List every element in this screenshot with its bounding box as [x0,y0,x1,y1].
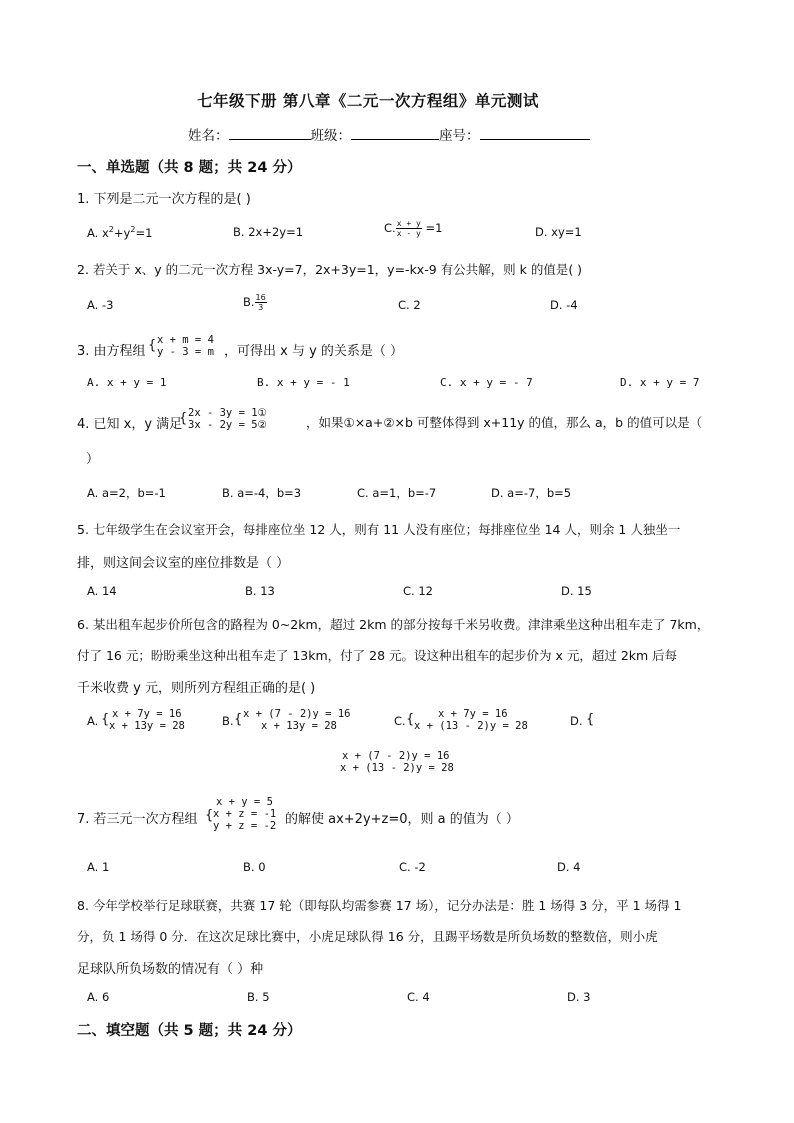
brace: { [205,808,214,823]
question-5-option-a: A. 14 [87,584,117,598]
question-5-option-b: B. 13 [245,584,275,598]
question-5-option-c: C. 12 [403,584,433,598]
brace: { [101,712,110,727]
question-6-option-c-system: x + 7y = 16 x + (13 - 2)y = 28 [414,708,528,732]
question-5-stem-line-1: 5. 七年级学生在会议室开会，每排座位坐 12 人，则有 11 人没有座位；每排座位坐 14 人，则余 1 人独坐一 [77,522,681,537]
fraction: $\frac{x + y}{x - y}$ [396,219,421,238]
page-title: 七年级下册 第八章《二元一次方程组》单元测试 [197,92,539,110]
question-7-stem-prefix: 7. 若三元一次方程组 [77,812,198,827]
question-4-option-a: A. a=2，b=-1 [87,486,166,500]
question-4-stem-suffix: ，如果①×a+②×b 可整体得到 x+11y 的值，那么 a，b 的值可以是（ [306,415,703,430]
question-3-stem-prefix: 3. 由方程组 [77,344,146,359]
question-2-stem: 2. 若关于 x、y 的二元一次方程 3x-y=7，2x+3y=1，y=-kx-9 有公共解，则 k 的值是( ) [77,262,583,277]
brace: { [179,411,188,426]
question-6-option-a-label: A. [87,714,99,728]
equation-system: x + m = 4 y - 3 = m [157,334,214,358]
question-8-option-d: D. 3 [567,990,591,1004]
question-6-stem-line-2: 付了 16 元；盼盼乘坐这种出租车走了 13km，付了 28 元。设这种出租车的起步价为 x 元，超过 2km 后每 [77,648,678,663]
question-3-option-d: D. x + y = 7 [620,376,700,389]
question-1-option-d: D. xy=1 [535,225,582,239]
equation-system: x + y = 5 x + z = -1 y + z = -2 [213,796,277,832]
question-3-stem-suffix: ，可得出 x 与 y 的关系是（ ） [224,344,404,359]
class-field[interactable] [351,125,439,140]
question-6-option-d-label: D. [570,714,583,728]
question-5-option-d: D. 15 [561,584,592,598]
name-label: 姓名： [188,128,229,144]
section-heading-fill-in: 二、填空题（共 5 题；共 24 分） [77,1023,302,1039]
question-8-option-a: A. 6 [87,990,110,1004]
question-8-stem-line-3: 足球队所负场数的情况有（ ）种 [77,962,264,977]
question-6-option-c-label: C. [394,714,406,728]
brace: { [586,712,595,727]
question-4-stem-tail: ） [86,452,100,467]
brace: { [148,338,157,353]
question-3-option-a: A. x + y = 1 [87,376,167,389]
question-2-option-a: A. -3 [87,298,114,312]
brace: { [406,712,415,727]
fraction: $\frac{16}{3}$ [255,293,266,312]
question-3-option-b: B. x + y = - 1 [257,376,350,389]
question-4-option-d: D. a=-7，b=5 [491,486,572,500]
question-6-option-b-system: x + (7 - 2)y = 16 x + 13y = 28 [243,708,351,732]
question-8-stem-line-2: 分，负 1 场得 0 分．在这次足球比赛中，小虎足球队得 16 分，且踢平场数是所负场数的整数倍，则小虎 [77,929,658,944]
question-5-stem-line-2: 排，则这间会议室的座位排数是（ ） [77,556,290,571]
question-2-option-d: D. -4 [550,298,578,312]
seat-field[interactable] [480,125,590,140]
question-4-option-b: B. a=-4，b=3 [222,486,302,500]
question-1-stem: 1. 下列是二元一次方程的是( ) [77,192,251,207]
question-7-option-d: D. 4 [557,860,581,874]
question-1-option-c: C. $\frac{x + y}{x - y}$ =1 [384,219,443,238]
seat-label: 座号： [439,128,480,144]
student-info-line [188,124,590,144]
brace: { [234,712,243,727]
question-1-option-b: B. 2x+2y=1 [233,225,304,239]
question-4-option-c: C. a=1，b=-7 [357,486,437,500]
question-6-option-b-label: B. [222,714,234,728]
question-1-option-a: A. $x^2+y^2=1$ [87,225,153,240]
question-3-option-c: C. x + y = - 7 [440,376,533,389]
question-7-option-b: B. 0 [243,860,266,874]
class-label: 班级： [310,128,351,144]
question-6-stem-line-1: 6. 某出租车起步价所包含的路程为 0~2km，超过 2km 的部分按每千米另收费。津津乘坐这种出租车走了 7km， [77,617,710,632]
question-2-option-b: B. $\frac{16}{3}$ [243,293,266,312]
equation-system: 2x - 3y = 1① 3x - 2y = 5② [188,407,267,431]
question-8-option-b: B. 5 [247,990,270,1004]
question-8-option-c: C. 4 [407,990,430,1004]
question-4-stem-prefix: 4. 已知 x，y 满足 [77,417,183,432]
question-6-stem-line-3: 千米收费 y 元，则所列方程组正确的是( ) [77,681,316,696]
question-6-option-d-system: x + (7 - 2)y = 16 x + (13 - 2)y = 28 [340,750,454,774]
question-7-option-c: C. -2 [399,860,426,874]
section-heading-single-choice: 一、单选题（共 8 题；共 24 分） [77,160,302,176]
question-6-option-a-system: x + 7y = 16 x + 13y = 28 [109,708,185,732]
name-field[interactable] [229,125,311,140]
question-7-stem-suffix: 的解使 ax+2y+z=0，则 a 的值为（ ） [285,812,519,827]
question-2-option-c: C. 2 [398,298,421,312]
question-8-stem-line-1: 8. 今年学校举行足球联赛，共赛 17 轮（即每队均需参赛 17 场），记分办法是：胜 1 场得 3 分，平 1 场得 1 [77,898,682,913]
question-7-option-a: A. 1 [87,860,110,874]
